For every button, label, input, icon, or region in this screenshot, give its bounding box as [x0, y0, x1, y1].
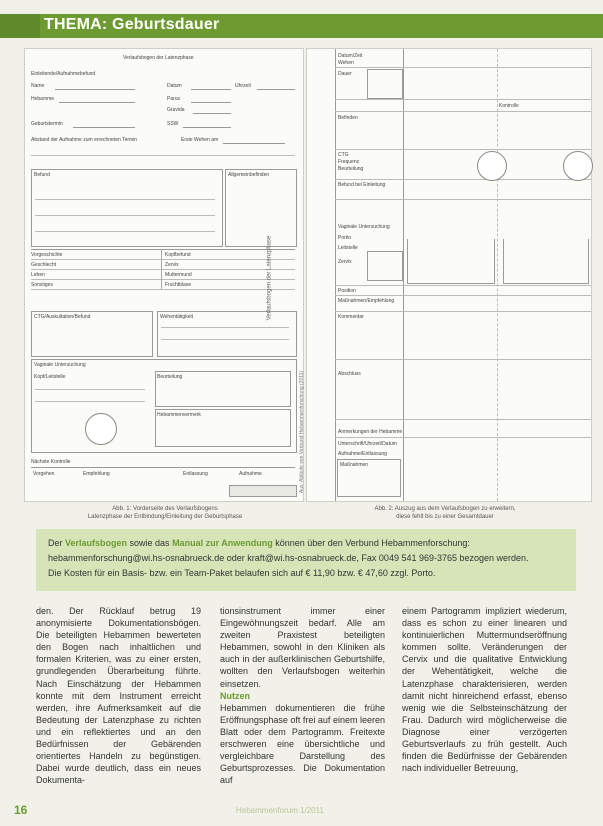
section-title: THEMA: Geburtsdauer [44, 16, 220, 33]
field-abstand: Abstand der Aufnahme zum errechneten Termin [31, 137, 138, 143]
figure1-caption-line1: Abb. 1: Vorderseite des Verlaufsbogens [112, 506, 218, 512]
subheading-nutzen: Nutzen [220, 690, 250, 701]
body-col2-paragraph-a: tionsinstrument immer einer Eingewöhnungszeit bedarf. Alle am zweiten Praxistest beteiligten Hebammen, sowohl in den Kliniken als auch in der außerklinischen Geburtshilfe, wollten den Verlaufsbogen weiterhin einsetzen. [220, 606, 385, 689]
field-ssw: SSW [167, 121, 179, 127]
field-geschlecht: Geschlecht [31, 262, 57, 268]
figure1-caption-line2: Latenzphase der Entbindung/Einleitung der Geburtsphase [87, 514, 243, 520]
field-sonstiges: Sonstiges [31, 282, 53, 288]
row-ctg: CTG [338, 152, 349, 158]
field-erste-wehen: Erste Wehen am [181, 137, 219, 143]
field-ctg: CTG/Auskultation/Befund [34, 314, 91, 320]
row-abschluss: Abschluss [338, 371, 361, 377]
info-link-verlaufsbogen[interactable]: Verlaufsbogen [65, 538, 128, 548]
figure2-caption [330, 505, 560, 521]
field-kopfbefund: Kopfbefund [165, 252, 191, 258]
row-wehen: Wehen [338, 60, 354, 66]
page-number: 16 [14, 803, 28, 817]
side-label-source-text: Aus: Abläufe von Verbund Hebammenforschung (2011) [299, 370, 306, 494]
section-header-bar [0, 14, 603, 38]
info-line-2: hebammenforschung@wi.hs-osnabrueck.de oder kraft@wi.hs-osnabrueck.de, Fax 0049 541 969-3765 bezogen werden. [48, 553, 529, 563]
cervix-chart-2 [503, 239, 589, 284]
field-datum: Datum [167, 83, 182, 89]
field-parus: Parus [167, 96, 181, 102]
row-massnahmen-list: Maßnahmen [340, 462, 369, 468]
figure-form-back [266, 48, 592, 502]
field-uhrzeit: Uhrzeit [235, 83, 251, 89]
form-title: Verlaufsbogen der Latenzphase [123, 55, 194, 61]
field-hebammenvermerk: Hebammenvermerk [157, 412, 201, 418]
body-col3-paragraph: einem Partogramm impliziert wiederum, dass es schon zu einer linearen und kontinuierlichen Muttermundseröffnung kommen sollte. Veränderungen der Cervix und die qualitative Entwicklung der Wehentätigkeit, welche die Latenzphase charakterisieren, werden damit nicht hinreichend erfasst, ebenso wenig wie die Selbsteinschätzung der Frau. Dadurch wird möglicherweise die Diagnose einer verzögerten Geburtsverlaufs zu früh gestellt. Auch finden die Bedürfnisse der Gebärenden nach individueller Betreuung, [402, 606, 567, 774]
info-text-mid: sowie das [127, 538, 173, 548]
figure-form-front [24, 48, 304, 502]
field-allgemein: Allgemeinbefinden [228, 172, 270, 178]
info-box [36, 529, 576, 591]
field-zervix: Zervix [165, 262, 179, 268]
row-aufnahme: Aufnahme/Entlassung [338, 451, 387, 457]
side-label [266, 236, 272, 321]
field-vaginal: Vaginale Untersuchung [34, 362, 86, 368]
row-zervix: Zervix [338, 259, 352, 265]
side-label-source [299, 371, 305, 493]
field-empfehlung: Empfehlung [83, 471, 110, 477]
row-unterschrift: Unterschrift/Uhrzeit/Datum [338, 441, 397, 447]
field-aufnahme: Aufnahme [239, 471, 262, 477]
row-position: Position [338, 288, 356, 294]
info-text-pre: Der [48, 538, 66, 548]
row-portio: Portio [338, 235, 352, 241]
info-line-1 [48, 538, 470, 548]
field-kopf: Kopf/Leitstelle [34, 374, 66, 380]
field-beurteilung: Beurteilung [157, 374, 183, 380]
field-gravida: Gravida [167, 107, 185, 113]
body-column-3 [402, 605, 567, 774]
row-frequenz: Frequenz [338, 159, 360, 165]
field-naechste: Nächste Kontrolle [31, 459, 71, 465]
cervix-box-1 [367, 251, 403, 281]
journal-footer: Hebammenforum 1/2011 [236, 806, 324, 815]
contraction-circle-1 [477, 151, 507, 181]
body-col1-paragraph: den. Der Rücklauf betrug 19 anonymisierte Dokumentationsbögen. Die beteiligten Hebammen bewerteten den Bogen nach inhaltlichen und formalen Kriterien, was zu einer ersten, grundlegenden Überarbeitung führte. Nach Einschätzung der Hebammen konnte mit dem Instrument erreicht werden, ihre Aufmerksamkeit auf die Bedeutung der Latenzphase zu richten und ein reflektiertes und an den Bedürfnissen der Gebärenden orientiertes Handeln zu begünstigen. Dabei wurde deutlich, dass ein neues Dokumenta- [36, 606, 201, 786]
info-text-post: können über den Verbund Hebammenforschung: [272, 538, 470, 548]
field-vorgehen: Vorgehen [33, 471, 55, 477]
figure2-caption-line1: Abb. 2: Auszug aus dem Verlaufsbogen zu erweitern, [374, 506, 516, 512]
info-line-3: Die Kosten für ein Basis- bzw. ein Team-Paket belaufen sich auf € 11,90 bzw. € 47,60 zzgl. Porto. [48, 568, 436, 578]
figure1-caption [60, 505, 270, 521]
row-beurteilung: Beurteilung [338, 166, 364, 172]
field-vorgeschichte: Vorgeschichte [31, 252, 63, 258]
cervix-chart-1 [407, 239, 495, 284]
row-datum-zeit: Datum/Zeit [338, 53, 363, 59]
body-column-1 [36, 605, 201, 786]
row-anmerkung: Anmerkungen der Hebamme [338, 429, 403, 435]
cervix-diagram-circle [85, 413, 117, 445]
body-column-2 [220, 605, 385, 786]
figure2-caption-line2: diese fehlt bis zu einer Gesamtdauer [396, 514, 494, 520]
row-befinden: Befinden [338, 115, 358, 121]
form-box-sonstiges [225, 169, 297, 247]
field-hebamme: Hebamme [31, 96, 55, 102]
field-wehen: Wehentätigkeit [160, 314, 193, 320]
row-leitstelle: Leitstelle [338, 245, 358, 251]
field-muttermund: Muttermund [165, 272, 192, 278]
field-geburtstermin: Geburtstermin [31, 121, 63, 127]
info-link-manual[interactable]: Manual zur Anwendung [172, 538, 273, 548]
side-label-text: Verlaufsbogen der Latenzphase [266, 235, 273, 321]
header-accent-block [0, 14, 40, 38]
field-entlassung: Entlassung [183, 471, 208, 477]
form-section-heading: Einleitende/Aufnahmebefund [31, 71, 96, 77]
field-leben: Leben [31, 272, 45, 278]
row-befund-einleitung: Befund bei Einleitung [338, 182, 386, 188]
row-massnahmen: Maßnahmen/Empfehlung [338, 298, 395, 304]
field-befund: Befund [34, 172, 50, 178]
body-col2-paragraph-b: Hebammen dokumentieren die frühe Eröffnungsphase oft frei auf einem leeren Blatt oder dem Partogramm. Freitexte erschweren eine übersichtliche und vergleichbare Darstellung des Geburtsprozesses. Die Dokumentation auf [220, 702, 385, 786]
row-vaginal: Vaginale Untersuchung [338, 224, 390, 230]
form-box-befund [31, 169, 223, 247]
row-kontrolle: Kontrolle [499, 103, 519, 109]
contraction-circle-2 [563, 151, 593, 181]
field-fruchtblase: Fruchtblase [165, 282, 192, 288]
form-logo-box [229, 485, 297, 497]
row-dauer: Dauer [338, 71, 352, 77]
row-kommentar: Kommentar [338, 314, 364, 320]
field-name: Name [31, 83, 45, 89]
